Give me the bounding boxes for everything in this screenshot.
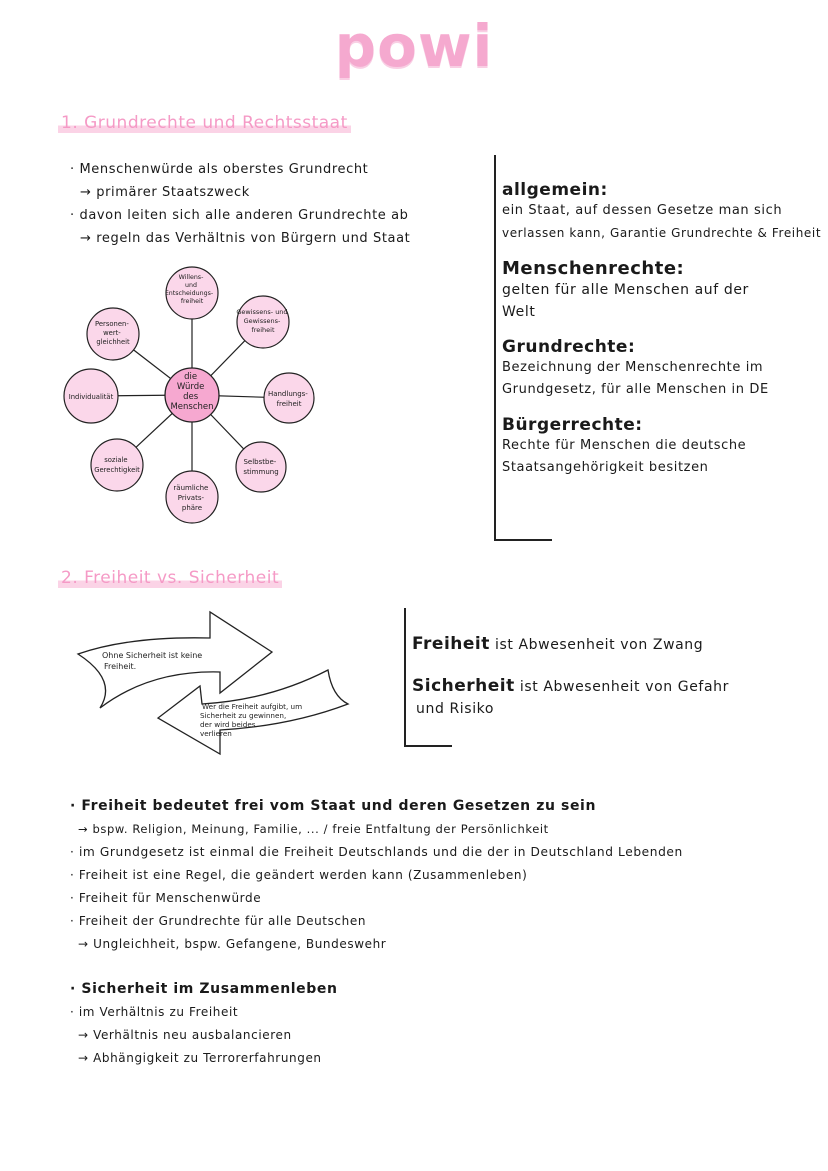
sicherheit-definition-line2: und Risiko [416, 701, 495, 717]
note-line: · Sicherheit im Zusammenleben [70, 981, 338, 997]
definition-text: Bezeichnung der Menschenrechte im [502, 360, 764, 375]
definition-box [412, 634, 729, 720]
mindmap-node-soziale-gerechtigkeit [91, 439, 143, 491]
note-line: → primärer Staatszweck [80, 185, 250, 200]
definitions-divider [494, 155, 496, 540]
note-line: · Freiheit ist eine Regel, die geändert werden kann (Zusammenleben) [70, 868, 528, 882]
mindmap-node-label: Individualität [68, 393, 114, 401]
box-divider [404, 608, 406, 746]
note-line: → Abhängigkeit zu Terrorerfahrungen [78, 1051, 322, 1065]
definition-term: Grundrechte: [502, 337, 636, 357]
section2-notes2 [70, 978, 338, 1070]
mindmap-diagram [55, 262, 330, 527]
section1-heading: 1. Grundrechte und Rechtsstaat [58, 113, 351, 133]
mindmap-node-label: soziale Gerechtigkeit [94, 456, 140, 474]
page-title: powi [334, 12, 494, 80]
sicherheit-definition: Sicherheit ist Abwesenheit von Gefahr [412, 676, 729, 696]
arrow-right [78, 612, 272, 708]
definition-text: verlassen kann, Garantie Grundrechte & Freiheit [502, 226, 822, 240]
definition-menschenrechte [502, 258, 822, 323]
mindmap-node-label: Willens- und Entscheidungs- freiheit [164, 274, 214, 305]
note-line: → bspw. Religion, Meinung, Familie, ... / freie Entfaltung der Persönlichkeit [78, 822, 549, 836]
definition-text: Staatsangehörigkeit besitzen [502, 460, 709, 475]
mindmap-node-selbstbestimmung [236, 442, 286, 492]
definition-grundrechte [502, 337, 822, 401]
definition-text: Grundgesetz, für alle Menschen in DE [502, 382, 769, 397]
note-line: · im Verhältnis zu Freiheit [70, 1005, 239, 1019]
definition-buergerrechte [502, 415, 822, 479]
note-line: · Freiheit der Grundrechte für alle Deutschen [70, 914, 367, 928]
mindmap-node-label: Gewissens- und Gewissens- freiheit [236, 308, 288, 334]
mindmap-node-label: Personen- wert- gleichheit [95, 320, 130, 346]
definition-text: Rechte für Menschen die deutsche [502, 438, 747, 453]
note-line: · Freiheit für Menschenwürde [70, 891, 262, 905]
definitions-underline [494, 539, 552, 541]
mindmap-center-label: die Würde des Menschen [170, 372, 214, 412]
freiheit-definition: Freiheit ist Abwesenheit von Zwang [412, 634, 704, 654]
definition-term: Menschenrechte: [502, 258, 685, 279]
definition-text: gelten für alle Menschen auf der [502, 282, 749, 298]
arrow-right-label: Ohne Sicherheit ist keine Freiheit. [102, 651, 203, 671]
definitions-list [502, 180, 822, 479]
definition-term: allgemein: [502, 180, 608, 200]
note-line: → Ungleichheit, bspw. Gefangene, Bundeswehr [78, 937, 387, 951]
note-line: · davon leiten sich alle anderen Grundrechte ab [70, 208, 409, 223]
mindmap-node-label: Selbstbe- stimmung [243, 458, 279, 476]
mindmap-node-label: Handlungs- freiheit [267, 390, 308, 408]
definition-text: ein Staat, auf dessen Gesetze man sich [502, 203, 783, 218]
note-line: · Menschenwürde als oberstes Grundrecht [70, 162, 369, 177]
mindmap-node-handlungsfreiheit [264, 373, 314, 423]
arrow-left-label: Wer die Freiheit aufgibt, um Sicherheit zu gewinnen, der wird beides verlieren [200, 702, 303, 738]
arrows-diagram [70, 608, 360, 763]
definition-text: Welt [502, 304, 536, 320]
note-line: → regeln das Verhältnis von Bürgern und Staat [80, 231, 411, 246]
definition-allgemein [502, 180, 822, 244]
section2-heading: 2. Freiheit vs. Sicherheit [58, 568, 282, 588]
note-line: · im Grundgesetz ist einmal die Freiheit Deutschlands und die der in Deutschland Lebenden [70, 845, 683, 859]
note-line: → Verhältnis neu ausbalancieren [78, 1028, 292, 1042]
note-line: · Freiheit bedeutet frei vom Staat und deren Gesetzen zu sein [70, 798, 597, 814]
section1-notes [70, 158, 410, 250]
definition-term: Bürgerrechte: [502, 415, 643, 435]
section2-notes [70, 795, 683, 956]
mindmap-node-label: räumliche Privats- phäre [173, 484, 209, 512]
box-underline [404, 745, 452, 747]
